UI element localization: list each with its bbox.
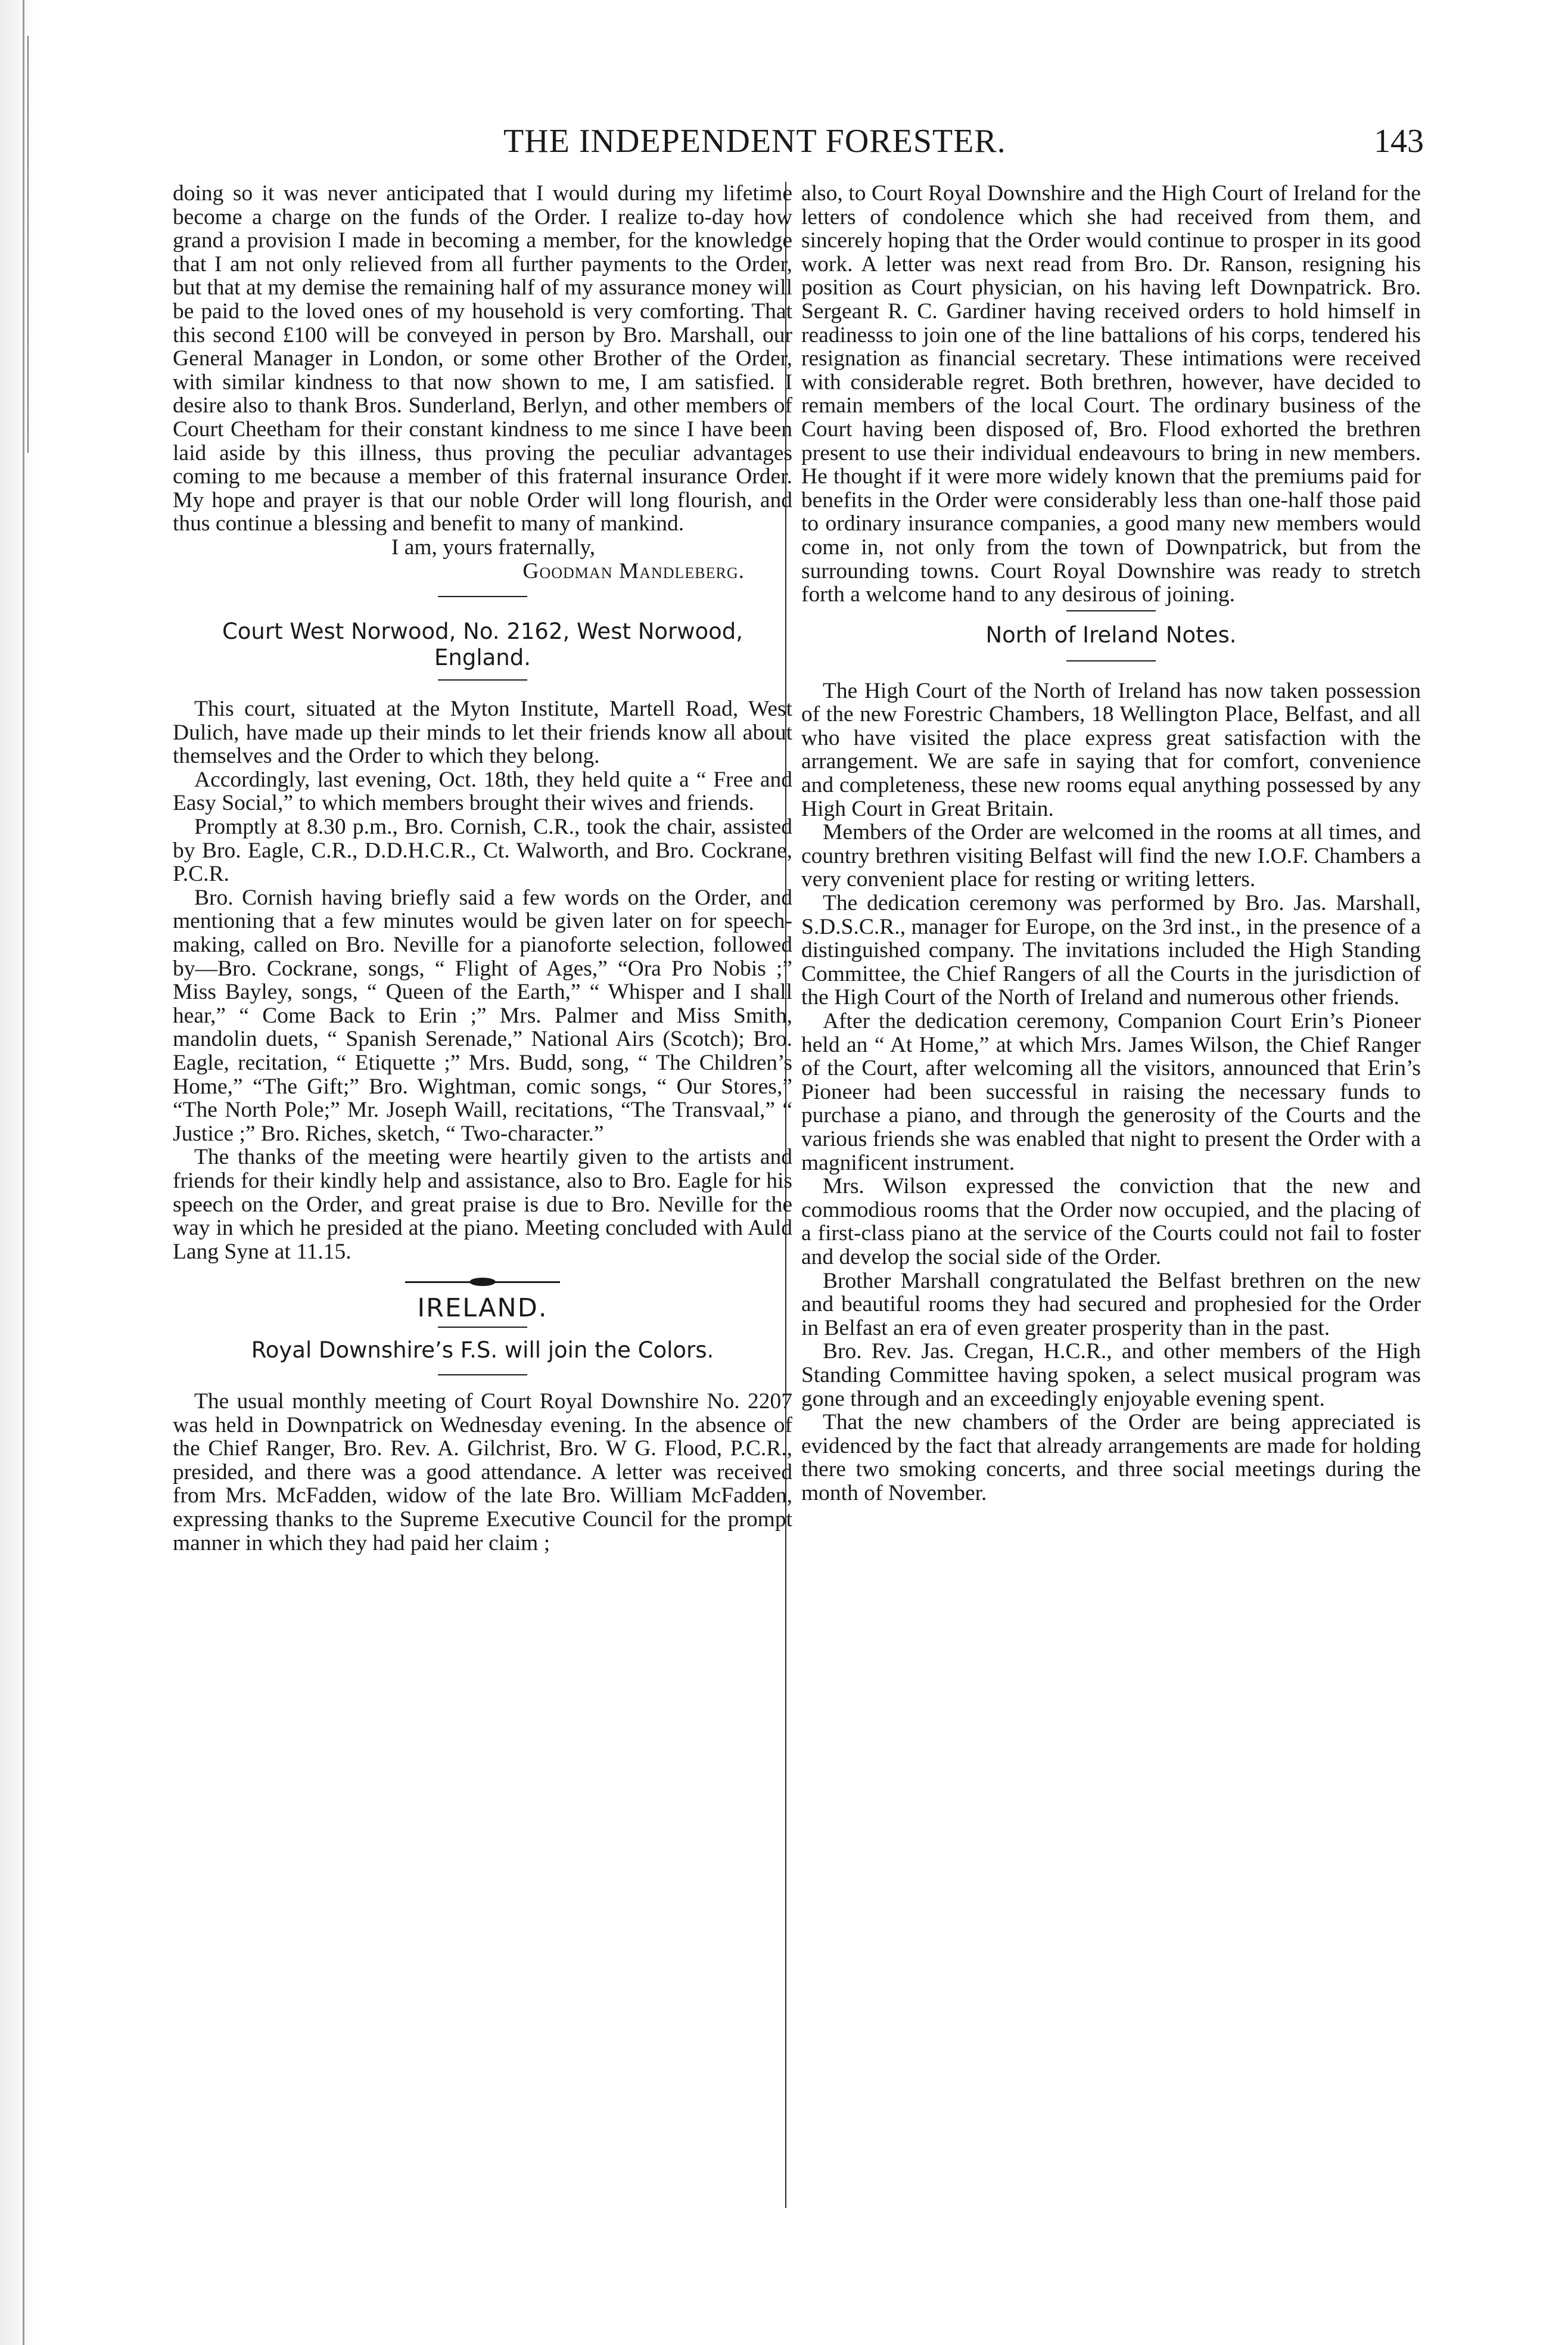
letter-signature: Goodman Mandleberg. bbox=[522, 558, 745, 583]
north-of-ireland-notes-heading: North of Ireland Notes. bbox=[985, 622, 1237, 648]
heading-divider bbox=[438, 679, 527, 681]
article-paragraph: After the dedication ceremony, Companion Court Erin’s Pioneer held an “ At Home,” at which Mrs. James Wilson, the Chief Ranger of the Court, after welcoming all the visitors, announced that Erin’s Pioneer had been successful in raising the necessary funds to purchase a piano, and through the generosity of the Courts and the various friends she was enabled that night to present the Order with a magnificent instrument. bbox=[801, 1009, 1421, 1175]
ornamental-divider bbox=[405, 1278, 560, 1286]
article-paragraph: Promptly at 8.30 p.m., Bro. Cornish, C.R., took the chair, assisted by Bro. Eagle, C.R., D.D.H.C.R., Ct. Walworth, and Bro. Cockrane, P.C.R. bbox=[173, 815, 792, 887]
ireland-section-heading: IRELAND. bbox=[417, 1293, 548, 1324]
article-paragraph: The usual monthly meeting of Court Royal Downshire No. 2207 was held in Downpatrick on Wednesday evening. In the absence of the Chief Ranger, Bro. Rev. A. Gilchrist, Bro. W G. Flood, P.C.R., presided, and there was a good attendance. A letter was received from Mrs. McFadden, widow of the late Bro. William McFadden, expressing thanks to the Supreme Executive Council for the prompt manner in which they had paid her claim ; bbox=[173, 1389, 792, 1555]
scan-binding-line bbox=[23, 0, 24, 2345]
article-paragraph: Members of the Order are welcomed in the rooms at all times, and country brethren visiting Belfast will find the new I.O.F. Chambers a very convenient place for resting or writing letters. bbox=[801, 820, 1421, 892]
article-paragraph: The thanks of the meeting were heartily given to the artists and friends for their kindly help and assistance, also to Bro. Eagle for his speech on the Order, and great praise is due to Bro. Neville for the way in which he presided at the piano. Meeting concluded with Auld Lang Syne at 11.15. bbox=[173, 1145, 792, 1264]
article-paragraph: The dedication ceremony was performed by Bro. Jas. Marshall, S.D.S.C.R., manager for Europe, on the 3rd inst., in the presence of a distinguished company. The invitations included the High Standing Committee, the Chief Rangers of all the Courts in the jurisdiction of the High Court of the North of Ireland and numerous other friends. bbox=[801, 891, 1421, 1010]
section-divider bbox=[1066, 610, 1156, 611]
article-paragraph: Brother Marshall congratulated the Belfast brethren on the new and beautiful rooms they had secured and prophesied for the Order in Belfast an era of even greater prosperity than in the past. bbox=[801, 1268, 1421, 1340]
article-paragraph: Bro. Cornish having briefly said a few words on the Order, and mentioning that a few minutes would be given later on for speech-making, called on Bro. Neville for a pianoforte selection, followed by—Bro. Cockrane, songs, “ Flight of Ages,” “Ora Pro Nobis ;” Miss Bayley, songs, “ Queen of the Earth,” “ Whisper and I shall hear,” “ Come Back to Erin ;” Mrs. Palmer and Miss Smith, mandolin duets, “ Spanish Serenade,” National Airs (Scotch); Bro. Eagle, recitation, “ Etiquette ;” Mrs. Budd, song, “ The Children’s Home,” “The Gift;” Bro. Wightman, comic songs, “ Our Stores,” “The North Pole;” Mr. Joseph Waill, recitations, “The Transvaal,” “ Justice ;” Bro. Riches, sketch, “ Two-character.” bbox=[173, 885, 792, 1146]
article-paragraph: This court, situated at the Myton Institute, Martell Road, West Dulich, have made up their minds to let their friends know all about themselves and the Order to which they belong. bbox=[173, 697, 792, 769]
left-column bbox=[173, 182, 792, 1555]
letter-paragraph: doing so it was never anticipated that I would during my lifetime become a charge on the funds of the Order. I realize to-day how grand a provision I made in becoming a member, for the knowledge that I am not only relieved from all further payments to the Order, but that at my demise the remaining half of my assurance money will be paid to the loved ones of my household is very comforting. That this second £100 will be conveyed in person by Bro. Marshall, our General Manager in London, or some other Brother of the Order, with similar kindness to that now shown to me, I am satisfied. I desire also to thank Bros. Sunderland, Berlyn, and other members of Court Cheetham for their constant kindness to me since I have been laid aside by this illness, thus proving the peculiar advantages coming to me because a member of this fraternal insurance Order. My hope and prayer is that our noble Order will long flourish, and thus continue a blessing and benefit to many of mankind. bbox=[173, 181, 792, 536]
right-column bbox=[801, 182, 1421, 1505]
article-paragraph: Bro. Rev. Jas. Cregan, H.C.R., and other members of the High Standing Committee having spoken, a select musical program was gone through and an exceedingly enjoyable evening spent. bbox=[801, 1339, 1421, 1411]
scan-binding-mark bbox=[27, 36, 29, 453]
court-west-norwood-heading: Court West Norwood, No. 2162, West Norwood, England. bbox=[222, 619, 743, 671]
publication-title: THE INDEPENDENT FORESTER. bbox=[503, 123, 1006, 160]
article-paragraph: Mrs. Wilson expressed the conviction that the new and commodious rooms that the Order now occupied, and the placing of a first-class piano at the service of the Courts could not fail to foster and develop the social side of the Order. bbox=[801, 1174, 1421, 1269]
article-paragraph: Accordingly, last evening, Oct. 18th, they held quite a “ Free and Easy Social,” to which members brought their wives and friends. bbox=[173, 767, 792, 816]
letter-signoff: I am, yours fraternally, bbox=[391, 535, 596, 560]
article-paragraph: That the new chambers of the Order are being appreciated is evidenced by the fact that already arrangements are made for holding there two smoking concerts, and three social meetings during the month of November. bbox=[801, 1410, 1421, 1505]
section-divider bbox=[438, 596, 527, 597]
running-head bbox=[173, 122, 1424, 176]
article-paragraph: The High Court of the North of Ireland has now taken possession of the new Forestric Chambers, 18 Wellington Place, Belfast, and all who have visited the place express great satisfaction with the arrangement. We are safe in saying that for comfort, convenience and completeness, these new rooms equal anything possessed by any High Court in Great Britain. bbox=[801, 678, 1421, 821]
ornament-center bbox=[469, 1278, 496, 1286]
heading-divider bbox=[1066, 660, 1156, 661]
continued-paragraph: also, to Court Royal Downshire and the High Court of Ireland for the letters of condolence which she had received from them, and sincerely hoping that the Order would continue to prosper in its good work. A letter was next read from Bro. Dr. Ranson, resigning his position as Court physician, on his having left Downpatrick. Bro. Sergeant R. C. Gardiner having received orders to hold himself in readinesss to join one of the line battalions of his corps, tendered his resignation as financial secretary. These intimations were received with considerable regret. Both brethren, however, have decided to remain members of the local Court. The ordinary business of the Court having been disposed of, Bro. Flood exhorted the brethren present to use their individual endeavours to bring in new members. He thought if it were more widely known that the premiums paid for benefits in the Order were considerably less than one-half those paid to ordinary insurance companies, a good many new members would come in, not only from the town of Downpatrick, but from the surrounding towns. Court Royal Downshire was ready to stretch forth a welcome hand to any desirous of joining. bbox=[801, 181, 1421, 607]
royal-downshire-heading: Royal Downshire’s F.S. will join the Colors. bbox=[251, 1337, 714, 1363]
page-number: 143 bbox=[1374, 123, 1424, 160]
heading-divider bbox=[438, 1374, 527, 1375]
heading-divider bbox=[438, 1327, 527, 1328]
scan-edge-shadow bbox=[0, 0, 36, 2345]
